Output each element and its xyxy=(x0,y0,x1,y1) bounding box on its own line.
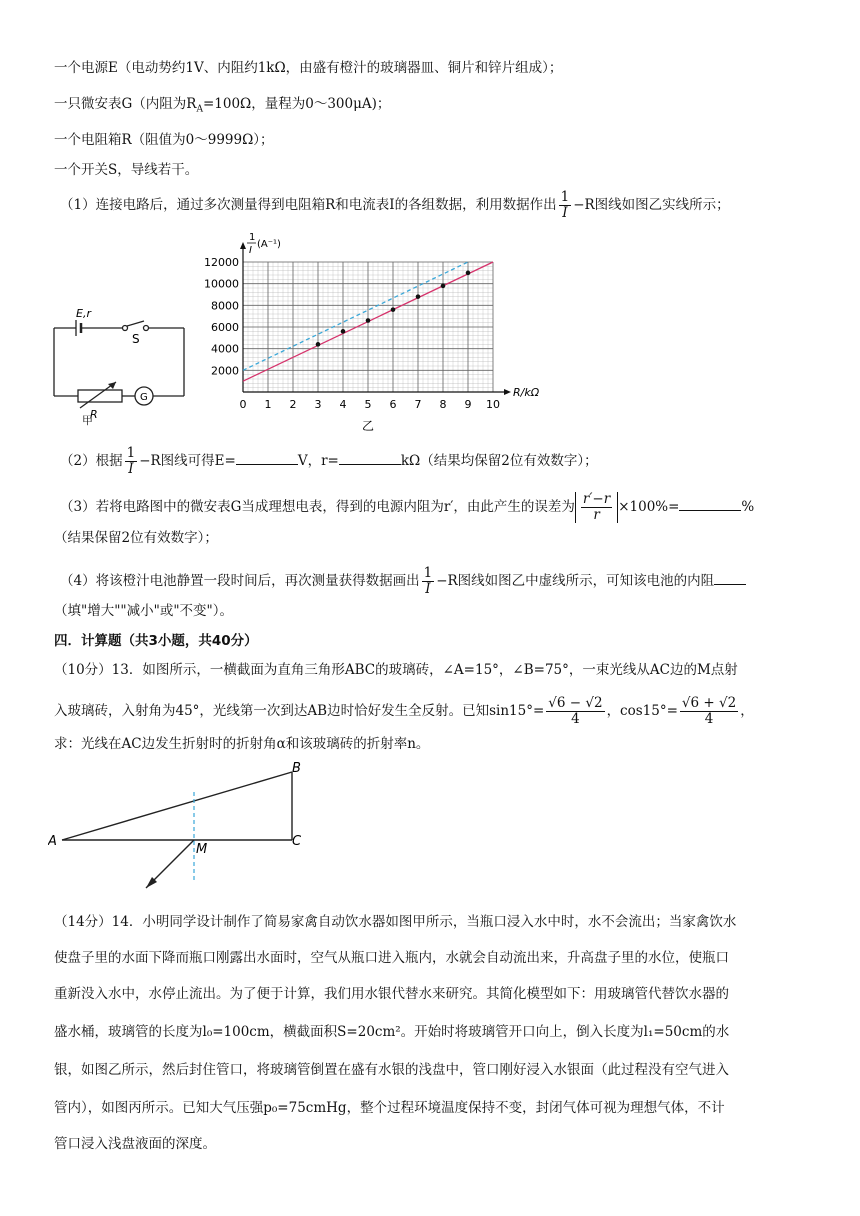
x-tick-label: 5 xyxy=(364,398,372,411)
chart-graph xyxy=(200,226,550,436)
problem-14-line5: 银，如图乙所示，然后封住管口，将玻璃管倒置在盛有水银的浅盘中，管口刚好浸入水银面（此过程没有空气进入 xyxy=(54,1062,729,1078)
resistor-label: R xyxy=(90,408,98,421)
chart-caption: 乙 xyxy=(361,419,375,433)
x-tick-label: 9 xyxy=(464,398,472,411)
problem-14-line3: 重新没入水中，水停止流出。为了便于计算，我们用水银代替水来研究。其简化模型如下：用玻璃管代替饮水器的 xyxy=(54,986,729,1002)
grid-major xyxy=(243,262,493,392)
y-tick-label: 10000 xyxy=(204,277,239,291)
vertex-a-label: A xyxy=(48,834,57,849)
variable-arrow-head xyxy=(108,382,116,389)
question-3-note: （结果保留2位有效数字）； xyxy=(54,530,218,546)
data-point xyxy=(391,307,396,312)
section-heading: 四．计算题（共3小题，共40分） xyxy=(54,633,258,649)
x-tick-label: 1 xyxy=(264,398,272,411)
data-point xyxy=(466,271,471,276)
blank-e[interactable] xyxy=(236,450,298,465)
vertex-b-label: B xyxy=(292,761,301,776)
triangle-diagram xyxy=(48,758,318,898)
y-tick-label: 6000 xyxy=(211,321,239,334)
question-4: （4）将该橙汁电池静置一段时间后，再次测量获得数据画出 $\frac{1}{I}$ −R图线如图乙中虚线所示，可知该电池的内阻 xyxy=(60,566,746,597)
blank-change[interactable] xyxy=(714,570,746,585)
y-tick-label: 4000 xyxy=(211,342,239,356)
item-resistor-box: 一个电阻箱R（阻值为0～9999Ω）； xyxy=(54,132,274,148)
data-point xyxy=(316,342,321,347)
circuit-diagram xyxy=(50,306,190,426)
blank-r[interactable] xyxy=(339,450,401,465)
item-switch: 一个开关S，导线若干。 xyxy=(54,162,199,178)
problem-13-line1: （10分）13．如图所示，一横截面为直角三角形ABC的玻璃砖，∠A=15°，∠B=75°，一束光线从AC边的M点射 xyxy=(54,662,738,678)
data-point xyxy=(341,329,346,334)
x-axis-arrow xyxy=(504,389,511,395)
switch-label: S xyxy=(132,332,140,346)
question-1: （1）连接电路后，通过多次测量得到电阻箱R和电流表I的各组数据，利用数据作出 $\frac{1}{I}$ −R图线如图乙实线所示； xyxy=(60,189,730,221)
item-meter: 一只微安表G（内阻为$R_A=100\Omega$，量程为0～300μA)； xyxy=(54,96,391,115)
problem-14-line6: 管内），如图丙所示。已知大气压强p₀=75cmHg，整个过程环境温度保持不变，封闭气体可视为理想气体，不计 xyxy=(54,1100,725,1116)
source-label: E,r xyxy=(76,307,91,320)
y-axis-arrow xyxy=(240,242,246,249)
edge-ab xyxy=(62,772,292,840)
problem-14-line4: 盛水桶，玻璃管的长度为l₀=100cm，横截面积S=20cm²。开始时将玻璃管开口向上，倒入长度为l₁=50cm的水 xyxy=(54,1024,730,1040)
y-tick-label: 2000 xyxy=(211,364,239,378)
y-tick-label: 12000 xyxy=(204,256,239,269)
x-axis-label: R/kΩ xyxy=(513,386,540,399)
x-tick-label: 4 xyxy=(339,398,347,411)
meter-label: G xyxy=(140,392,148,403)
point-m-label: M xyxy=(196,842,208,857)
x-tick-label: 8 xyxy=(439,398,447,411)
y-axis-unit: (A⁻¹) xyxy=(257,239,281,250)
x-tick-label: 7 xyxy=(414,398,422,411)
x-tick-label: 10 xyxy=(486,398,500,411)
y-tick-label: 8000 xyxy=(211,299,239,313)
x-tick-label: 3 xyxy=(314,398,322,411)
data-point xyxy=(416,294,421,299)
question-3: （3）若将电路图中的微安表G当成理想电表，得到的电源内阻为r′，由此产生的误差为 $\frac{r'-r}{r}$ ×100%= % xyxy=(60,491,755,523)
problem-14-line1: （14分）14．小明同学设计制作了简易家禽自动饮水器如图甲所示，当瓶口浸入水中时，水不会流出；当家禽饮水 xyxy=(54,914,737,930)
y-axis-label-den: I xyxy=(249,245,252,256)
x-tick-label: 6 xyxy=(389,398,397,411)
problem-13-line3: 求：光线在AC边发生折射时的折射角α和该玻璃砖的折射率n。 xyxy=(54,736,430,752)
y-axis-label-num: 1 xyxy=(249,232,256,243)
question-2: （2）根据 $\frac{1}{I}$ −R图线可得E= V，r= kΩ（结果均保留2位有效数字）； xyxy=(60,445,598,477)
x-tick-label: 2 xyxy=(289,398,297,411)
circuit-caption: 甲 xyxy=(82,414,93,427)
problem-14-line2: 使盘子里的水面下降而瓶口刚露出水面时，空气从瓶口进入瓶内，水就会自动流出来，升高盘子里的水位，使瓶口 xyxy=(54,950,729,966)
problem-13-line2: 入玻璃砖，入射角为45°，光线第一次到达AB边时恰好发生全反射。已知sin15°= $\frac{√6 - √2}{4}$ ，cos15°= $\frac{√6 + √2}{4}$ ， xyxy=(54,695,754,727)
data-point xyxy=(366,318,371,323)
item-source: 一个电源E（电动势约1V、内阻约1kΩ，由盛有橙汁的玻璃器皿、铜片和锌片组成）； xyxy=(54,60,563,76)
vertex-c-label: C xyxy=(292,834,302,849)
series-line-dashed xyxy=(243,262,468,370)
x-tick-label: 0 xyxy=(239,398,247,411)
problem-14-line7: 管口浸入浅盘液面的深度。 xyxy=(54,1136,216,1152)
blank-error[interactable] xyxy=(679,496,741,511)
question-4-note: （填"增大""减小"或"不变"）。 xyxy=(54,603,234,619)
switch-blade xyxy=(127,321,144,326)
data-point xyxy=(441,284,446,289)
resistor-box-rect xyxy=(78,390,122,402)
